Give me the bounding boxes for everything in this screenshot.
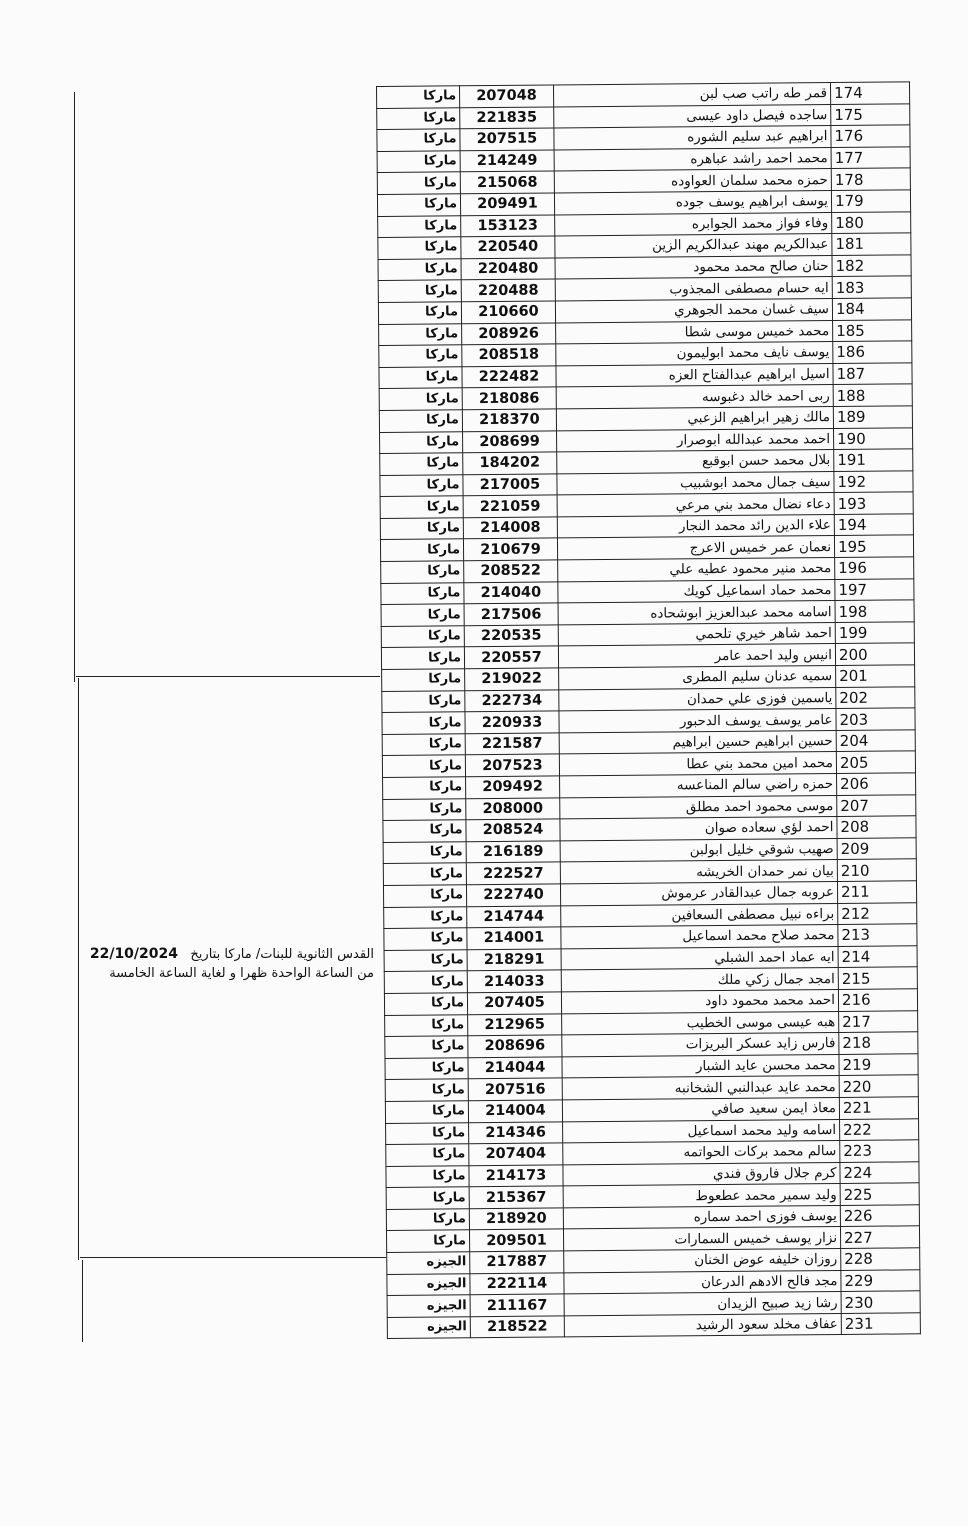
student-name-cell: معاذ ايمن سعيد صافي — [562, 1097, 839, 1121]
group-divider-line — [76, 676, 380, 677]
student-name-cell: يوسف فوزى احمد سماره — [563, 1205, 840, 1229]
place-cell: ماركا — [380, 496, 463, 518]
place-cell: ماركا — [386, 1209, 469, 1231]
student-id-cell: 220480 — [461, 258, 555, 280]
row-number-cell: 180 — [832, 211, 911, 233]
place-cell: ماركا — [380, 453, 463, 475]
left-border-line — [82, 1260, 83, 1342]
student-id-cell: 184202 — [463, 452, 557, 474]
student-id-cell: 207515 — [460, 128, 554, 150]
student-id-cell: 216189 — [466, 841, 560, 863]
student-name-cell: احمد محمد محمود داود — [561, 989, 838, 1013]
student-name-cell: بلال محمد حسن ابوقبع — [557, 450, 834, 474]
place-cell: ماركا — [377, 86, 460, 108]
student-name-cell: عبدالكريم مهند عبدالكريم الزين — [555, 234, 832, 258]
row-number-cell: 219 — [839, 1054, 918, 1076]
student-id-cell: 221059 — [463, 495, 557, 517]
student-id-cell: 210660 — [461, 301, 555, 323]
place-cell: ماركا — [385, 1079, 468, 1101]
student-name-cell: احمد شاهر خيري تلحمي — [558, 622, 835, 646]
student-id-cell: 215068 — [460, 171, 554, 193]
student-id-cell: 207516 — [468, 1078, 562, 1100]
left-border-line — [74, 92, 75, 682]
place-cell: الجيزه — [387, 1252, 470, 1274]
row-number-cell: 224 — [840, 1161, 919, 1183]
row-number-cell: 212 — [838, 902, 917, 924]
row-number-cell: 231 — [841, 1313, 920, 1335]
student-id-cell: 220557 — [464, 646, 558, 668]
student-name-cell: وفاء فواز محمد الجوابره — [555, 212, 832, 236]
student-name-cell: ايه عماد احمد الشبلي — [561, 946, 838, 970]
student-id-cell: 214346 — [469, 1121, 563, 1143]
student-name-cell: محمد منير محمود عطيه علي — [558, 558, 835, 582]
student-id-cell: 222734 — [465, 690, 559, 712]
place-cell: ماركا — [385, 1014, 468, 1036]
row-number-cell: 225 — [840, 1183, 919, 1205]
place-cell: ماركا — [384, 949, 467, 971]
row-number-cell: 221 — [839, 1097, 918, 1119]
student-name-cell: هبه عيسى موسى الخطيب — [562, 1011, 839, 1035]
place-cell: ماركا — [380, 518, 463, 540]
student-name-cell: محمد حماد اسماعيل كويك — [558, 579, 835, 603]
student-name-cell: عروبه جمال عبدالقادر عرموش — [560, 881, 837, 905]
table-row — [387, 1313, 920, 1339]
row-number-cell: 210 — [837, 859, 916, 881]
row-number-cell: 178 — [831, 168, 910, 190]
row-number-cell: 197 — [835, 578, 914, 600]
student-id-cell: 218086 — [462, 387, 556, 409]
student-id-cell: 208524 — [466, 819, 560, 841]
row-number-cell: 198 — [835, 600, 914, 622]
row-number-cell: 189 — [833, 406, 912, 428]
place-cell: ماركا — [382, 734, 465, 756]
row-number-cell: 174 — [830, 82, 909, 104]
row-number-cell: 223 — [840, 1140, 919, 1162]
student-id-cell: 217506 — [464, 603, 558, 625]
place-cell: ماركا — [381, 626, 464, 648]
row-number-cell: 216 — [838, 989, 917, 1011]
place-cell: ماركا — [381, 561, 464, 583]
place-cell: الجيزه — [387, 1295, 470, 1317]
session-note-date: 22/10/2024 — [89, 946, 178, 962]
row-number-cell: 194 — [834, 514, 913, 536]
session-note-school: القدس الثانوية للبنات/ ماركا بتاريخ — [190, 947, 374, 962]
student-name-cell: صهيب شوقي خليل ابولبن — [560, 838, 837, 862]
student-name-cell: دعاء نضال محمد بني مرعي — [557, 493, 834, 517]
place-cell: ماركا — [378, 259, 461, 281]
place-cell: ماركا — [383, 777, 466, 799]
student-name-cell: احمد محمد عبدالله ابوصرار — [557, 428, 834, 452]
place-cell: ماركا — [384, 928, 467, 950]
place-cell: ماركا — [384, 906, 467, 928]
student-id-cell: 208518 — [462, 344, 556, 366]
row-number-cell: 179 — [831, 190, 910, 212]
row-number-cell: 192 — [834, 471, 913, 493]
row-number-cell: 202 — [836, 686, 915, 708]
student-id-cell: 208000 — [466, 798, 560, 820]
group-divider-line — [80, 1257, 386, 1258]
row-number-cell: 190 — [834, 427, 913, 449]
students-table — [376, 81, 921, 1339]
student-name-cell: رشا زيد صبيح الزيدان — [564, 1292, 841, 1316]
place-cell: ماركا — [380, 474, 463, 496]
row-number-cell: 193 — [834, 492, 913, 514]
place-cell: ماركا — [382, 669, 465, 691]
student-name-cell: يوسف ابراهيم يوسف جوده — [554, 190, 831, 214]
row-number-cell: 206 — [837, 773, 916, 795]
student-id-cell: 210679 — [463, 538, 557, 560]
row-number-cell: 213 — [838, 924, 917, 946]
place-cell: ماركا — [383, 863, 466, 885]
student-name-cell: ربى احمد خالد دغبوسه — [556, 385, 833, 409]
place-cell: ماركا — [383, 820, 466, 842]
student-name-cell: ساجده فيصل داود عيسى — [554, 104, 831, 128]
student-name-cell: نزار يوسف خميس السمارات — [563, 1227, 840, 1251]
row-number-cell: 177 — [831, 147, 910, 169]
session-note — [89, 945, 374, 983]
row-number-cell: 195 — [834, 535, 913, 557]
place-cell: ماركا — [384, 993, 467, 1015]
student-name-cell: فارس زايد عسكر البريزات — [562, 1033, 839, 1057]
student-id-cell: 222482 — [462, 366, 556, 388]
student-id-cell: 208696 — [468, 1035, 562, 1057]
student-name-cell: سميه عدنان سليم المطرى — [559, 666, 836, 690]
student-id-cell: 214744 — [467, 905, 561, 927]
place-cell: ماركا — [381, 582, 464, 604]
student-id-cell: 215367 — [469, 1186, 563, 1208]
student-id-cell: 220535 — [464, 625, 558, 647]
place-cell: ماركا — [378, 237, 461, 259]
row-number-cell: 226 — [840, 1205, 919, 1227]
student-name-cell: وليد سمير محمد عطعوط — [563, 1184, 840, 1208]
place-cell: ماركا — [379, 323, 462, 345]
student-name-cell: مجد فالح الادهم الدرعان — [564, 1270, 841, 1294]
student-id-cell: 214008 — [463, 517, 557, 539]
student-name-cell: براءه نبيل مصطفى السعافين — [561, 903, 838, 927]
place-cell: ماركا — [382, 690, 465, 712]
left-border-line — [78, 678, 79, 1260]
row-number-cell: 187 — [833, 363, 912, 385]
student-id-cell: 209492 — [466, 776, 560, 798]
row-number-cell: 205 — [836, 751, 915, 773]
row-number-cell: 227 — [840, 1226, 919, 1248]
student-name-cell: قمر طه راتب صب لبن — [553, 83, 830, 107]
student-id-cell: 219022 — [465, 668, 559, 690]
place-cell: ماركا — [381, 647, 464, 669]
row-number-cell: 211 — [837, 881, 916, 903]
student-id-cell: 209501 — [469, 1229, 563, 1251]
student-id-cell: 211167 — [470, 1294, 564, 1316]
student-id-cell: 208522 — [464, 560, 558, 582]
row-number-cell: 199 — [835, 622, 914, 644]
place-cell: ماركا — [381, 604, 464, 626]
row-number-cell: 220 — [839, 1075, 918, 1097]
place-cell: ماركا — [380, 431, 463, 453]
student-id-cell: 220488 — [461, 279, 555, 301]
row-number-cell: 196 — [835, 557, 914, 579]
row-number-cell: 191 — [834, 449, 913, 471]
student-name-cell: اسيل ابراهيم عبدالفتاح العزه — [556, 363, 833, 387]
student-id-cell: 217005 — [463, 474, 557, 496]
student-name-cell: حسين ابراهيم حسين ابراهيم — [559, 730, 836, 754]
student-name-cell: عامر يوسف يوسف الدحبور — [559, 709, 836, 733]
row-number-cell: 214 — [838, 946, 917, 968]
student-name-cell: مالك زهير ابراهيم الزعبي — [556, 406, 833, 430]
row-number-cell: 201 — [836, 665, 915, 687]
place-cell: ماركا — [383, 842, 466, 864]
place-cell: ماركا — [379, 410, 462, 432]
place-cell: ماركا — [378, 302, 461, 324]
student-name-cell: محمد امين محمد بني عطا — [559, 752, 836, 776]
student-id-cell: 207048 — [460, 85, 554, 107]
place-cell: الجيزه — [387, 1273, 470, 1295]
student-name-cell: سيف غسان محمد الجوهري — [555, 298, 832, 322]
student-name-cell: موسى محمود احمد مطلق — [560, 795, 837, 819]
student-id-cell: 212965 — [468, 1013, 562, 1035]
row-number-cell: 182 — [832, 255, 911, 277]
student-id-cell: 221587 — [465, 733, 559, 755]
place-cell: ماركا — [383, 885, 466, 907]
row-number-cell: 203 — [836, 708, 915, 730]
place-cell: ماركا — [377, 129, 460, 151]
student-name-cell: محمد عايد عبدالنبي الشخانبه — [562, 1076, 839, 1100]
student-id-cell: 217887 — [470, 1251, 564, 1273]
place-cell: ماركا — [385, 1057, 468, 1079]
place-cell: ماركا — [386, 1165, 469, 1187]
student-id-cell: 209491 — [460, 193, 554, 215]
row-number-cell: 175 — [831, 103, 910, 125]
row-number-cell: 200 — [835, 643, 914, 665]
row-number-cell: 208 — [837, 816, 916, 838]
place-cell: ماركا — [386, 1144, 469, 1166]
row-number-cell: 204 — [836, 730, 915, 752]
row-number-cell: 181 — [832, 233, 911, 255]
student-name-cell: اسامه وليد محمد اسماعيل — [563, 1119, 840, 1143]
student-id-cell: 218522 — [470, 1316, 564, 1338]
student-name-cell: ابراهيم عبد سليم الشوره — [554, 126, 831, 150]
row-number-cell: 217 — [839, 1010, 918, 1032]
student-id-cell: 208699 — [463, 430, 557, 452]
student-id-cell: 208926 — [462, 322, 556, 344]
student-name-cell: حمزه محمد سلمان العواوده — [554, 169, 831, 193]
student-id-cell: 221835 — [460, 107, 554, 129]
student-id-cell: 222740 — [466, 884, 560, 906]
student-name-cell: امجد جمال زكي ملك — [561, 968, 838, 992]
place-cell: ماركا — [385, 1036, 468, 1058]
row-number-cell: 207 — [837, 794, 916, 816]
place-cell: ماركا — [386, 1122, 469, 1144]
row-number-cell: 229 — [841, 1269, 920, 1291]
student-id-cell: 222527 — [466, 862, 560, 884]
session-note-line-2: من الساعة الواحدة ظهرا و لغاية الساعة الخامسة — [109, 966, 374, 981]
student-name-cell: احمد لؤي سعاده صوان — [560, 817, 837, 841]
place-cell: ماركا — [384, 971, 467, 993]
student-id-cell: 218291 — [467, 949, 561, 971]
place-cell: ماركا — [379, 366, 462, 388]
student-name-cell: عفاف مخلد سعود الرشيد — [564, 1313, 841, 1337]
student-name-cell: محمد احمد راشد عباهره — [554, 147, 831, 171]
student-id-cell: 218920 — [469, 1208, 563, 1230]
student-name-cell: روزان خليفه عوض الخنان — [564, 1249, 841, 1273]
place-cell: ماركا — [378, 215, 461, 237]
student-name-cell: اسامه محمد عبدالعزيز ابوشحاده — [558, 601, 835, 625]
place-cell: الجيزه — [387, 1317, 470, 1339]
place-cell: ماركا — [386, 1230, 469, 1252]
student-id-cell: 220540 — [461, 236, 555, 258]
place-cell: ماركا — [380, 539, 463, 561]
student-name-cell: سيف جمال محمد ابوشبيب — [557, 471, 834, 495]
student-id-cell: 222114 — [470, 1273, 564, 1295]
row-number-cell: 228 — [841, 1248, 920, 1270]
row-number-cell: 222 — [840, 1118, 919, 1140]
row-number-cell: 218 — [839, 1032, 918, 1054]
place-cell: ماركا — [377, 151, 460, 173]
student-name-cell: حنان صالح محمد محمود — [555, 255, 832, 279]
student-id-cell: 214001 — [467, 927, 561, 949]
place-cell: ماركا — [379, 388, 462, 410]
student-id-cell: 214033 — [467, 970, 561, 992]
place-cell: ماركا — [383, 798, 466, 820]
student-name-cell: بيان نمر حمدان الخريشه — [560, 860, 837, 884]
student-id-cell: 218370 — [462, 409, 556, 431]
row-number-cell: 185 — [833, 319, 912, 341]
session-note-line-1 — [89, 945, 374, 964]
student-id-cell: 214040 — [464, 582, 558, 604]
student-id-cell: 214249 — [460, 150, 554, 172]
student-id-cell: 214004 — [468, 1100, 562, 1122]
student-name-cell: علاء الدين رائد محمد النجار — [557, 514, 834, 538]
row-number-cell: 209 — [837, 838, 916, 860]
row-number-cell: 183 — [832, 276, 911, 298]
student-name-cell: محمد محسن عايد الشبار — [562, 1054, 839, 1078]
student-name-cell: ياسمين فوزى علي حمدان — [559, 687, 836, 711]
student-id-cell: 153123 — [461, 215, 555, 237]
student-id-cell: 207523 — [465, 754, 559, 776]
row-number-cell: 186 — [833, 341, 912, 363]
student-name-cell: محمد خميس موسى شطا — [556, 320, 833, 344]
student-id-cell: 220933 — [465, 711, 559, 733]
place-cell: ماركا — [386, 1187, 469, 1209]
student-id-cell: 207404 — [469, 1143, 563, 1165]
place-cell: ماركا — [377, 107, 460, 129]
student-name-cell: سالم محمد بركات الحواتمه — [563, 1141, 840, 1165]
place-cell: ماركا — [382, 712, 465, 734]
row-number-cell: 184 — [832, 298, 911, 320]
table-body — [377, 82, 921, 1339]
row-number-cell: 176 — [831, 125, 910, 147]
student-name-cell: حمزه راضي سالم المناعسه — [560, 774, 837, 798]
place-cell: ماركا — [385, 1101, 468, 1123]
place-cell: ماركا — [377, 172, 460, 194]
student-id-cell: 207405 — [467, 992, 561, 1014]
student-name-cell: نعمان عمر خميس الاعرج — [557, 536, 834, 560]
place-cell: ماركا — [379, 345, 462, 367]
place-cell: ماركا — [377, 194, 460, 216]
row-number-cell: 188 — [833, 384, 912, 406]
place-cell: ماركا — [378, 280, 461, 302]
student-id-cell: 214173 — [469, 1165, 563, 1187]
student-name-cell: محمد صلاح محمد اسماعيل — [561, 925, 838, 949]
row-number-cell: 230 — [841, 1291, 920, 1313]
row-number-cell: 215 — [838, 967, 917, 989]
student-id-cell: 214044 — [468, 1057, 562, 1079]
student-name-cell: كرم جلال فاروق فندي — [563, 1162, 840, 1186]
student-name-cell: انيس وليد احمد عامر — [558, 644, 835, 668]
place-cell: ماركا — [382, 755, 465, 777]
student-name-cell: يوسف نايف محمد ابوليمون — [556, 342, 833, 366]
student-name-cell: ايه حسام مصطفى المجذوب — [555, 277, 832, 301]
